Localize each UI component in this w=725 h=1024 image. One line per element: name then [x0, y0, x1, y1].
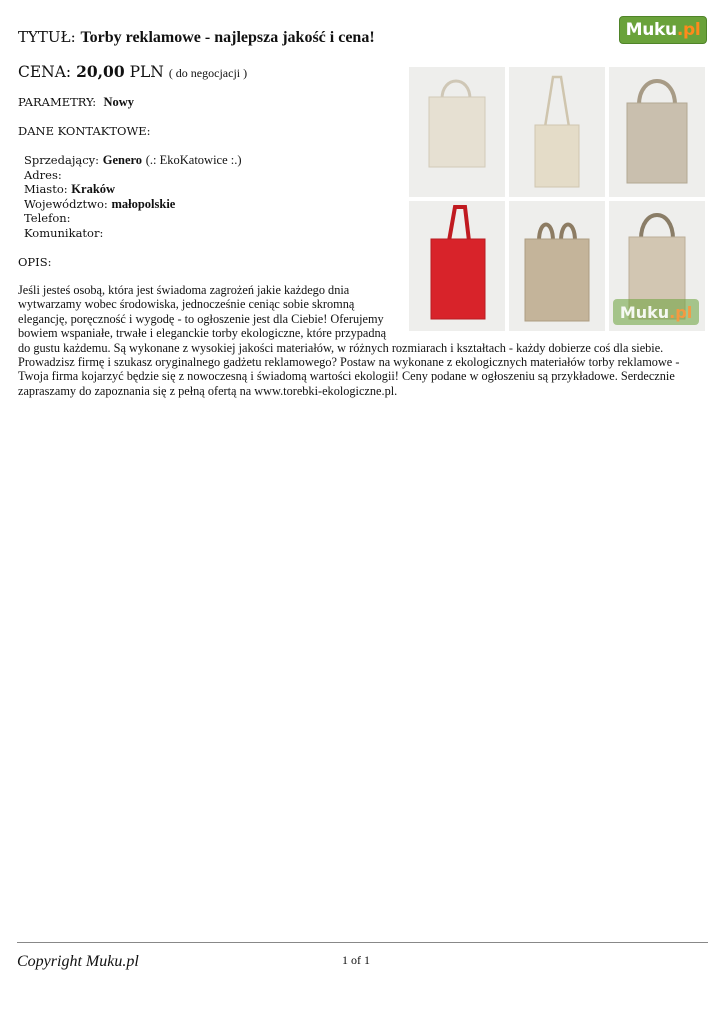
- seller-row: [24, 153, 242, 168]
- address-row: [24, 168, 242, 183]
- price-note: ( do negocjacji ): [168, 66, 248, 80]
- region-value: małopolskie: [111, 196, 176, 211]
- footer-divider: [17, 942, 708, 943]
- description-line: Jeśli jesteś osobą, która jest świadoma zagrożeń jakie każdego dnia: [18, 283, 350, 297]
- price-line: [18, 62, 247, 81]
- params-label: PARAMETRY:: [18, 95, 97, 109]
- listing-title: Torby reklamowe - najlepsza jakość i cena!: [80, 29, 375, 46]
- bag-tile: [509, 201, 605, 331]
- page-number: 1 of 1: [342, 953, 370, 967]
- seller-extra: (.: EkoKatowice :.): [145, 153, 242, 167]
- bag-tile: [609, 201, 705, 331]
- messenger-row: [24, 226, 242, 241]
- muku-watermark: [613, 299, 699, 325]
- watermark-brand: Muku: [619, 302, 670, 322]
- description-line: elegancję, poręczność i wygodę - to ogłoszenie jest dla Ciebie! Oferujemy: [18, 311, 384, 326]
- messenger-label: Komunikator:: [24, 225, 104, 240]
- currency: PLN: [129, 63, 164, 81]
- description-line: wytwarzamy wobec środowiska, jednocześnie ceniąc sobie skromną: [18, 297, 355, 312]
- bag-tile: [409, 67, 505, 197]
- address-label: Adres:: [24, 167, 62, 182]
- city-row: [24, 182, 242, 197]
- title-label: TYTUŁ:: [18, 28, 76, 46]
- phone-row: [24, 211, 242, 226]
- description-heading: OPIS:: [18, 255, 52, 269]
- region-row: [24, 197, 242, 212]
- bag-tile: [409, 201, 505, 331]
- natural-bag-short-handles: [409, 67, 505, 197]
- bag-tile: [609, 67, 705, 197]
- natural-bag-long-handles: [509, 67, 605, 197]
- contact-block: [24, 153, 242, 240]
- watermark-tld: .pl: [669, 302, 693, 322]
- price-label: CENA:: [18, 63, 72, 81]
- contact-heading: DANE KONTAKTOWE:: [18, 124, 151, 138]
- description-line: bowiem wspaniałe, trwałe i eleganckie torby ekologiczne, które przypadną: [18, 326, 387, 341]
- title-line: [18, 28, 375, 47]
- city-label: Miasto:: [24, 182, 68, 196]
- product-image: [407, 63, 707, 333]
- region-label: Województwo:: [24, 196, 108, 211]
- description-line: Twoja firma kojarzyć będzie się z nowoczesną i świadomą wartości ekologii! Ceny podane w ogłoszeniu są przykładowe. Serdecznie: [18, 369, 675, 384]
- red-bag: [409, 201, 505, 331]
- bag-tile: [509, 67, 605, 197]
- grey-bag-gusset: [609, 67, 705, 197]
- description-line: Prowadzisz firmę i szukasz oryginalnego gadżetu reklamowego? Postaw na wykonane z ekologicznych materiałów torby reklamowe -: [18, 354, 680, 369]
- city-value: Kraków: [71, 182, 116, 196]
- copyright: Copyright Muku.pl: [17, 953, 139, 970]
- description-line: zapraszamy do zapoznania się z pełną ofertą na www.torebki-ekologiczne.pl.: [18, 383, 398, 398]
- seller-name: Genero: [102, 153, 143, 167]
- price-value: 20,00: [76, 62, 125, 81]
- muku-logo: [619, 16, 707, 44]
- logo-brand: Muku: [625, 20, 677, 40]
- seller-label: Sprzedający:: [24, 153, 100, 167]
- jute-bag-wide: [509, 201, 605, 331]
- phone-label: Telefon:: [24, 211, 71, 225]
- logo-tld: .pl: [676, 20, 701, 40]
- params-value: Nowy: [103, 95, 135, 109]
- description-line: do gustu każdemu. Są wykonane z wysokiej jakości materiałów, w różnych rozmiarach i kształtach - każdy dobierze coś dla siebie.: [18, 340, 664, 355]
- params-line: [18, 95, 134, 110]
